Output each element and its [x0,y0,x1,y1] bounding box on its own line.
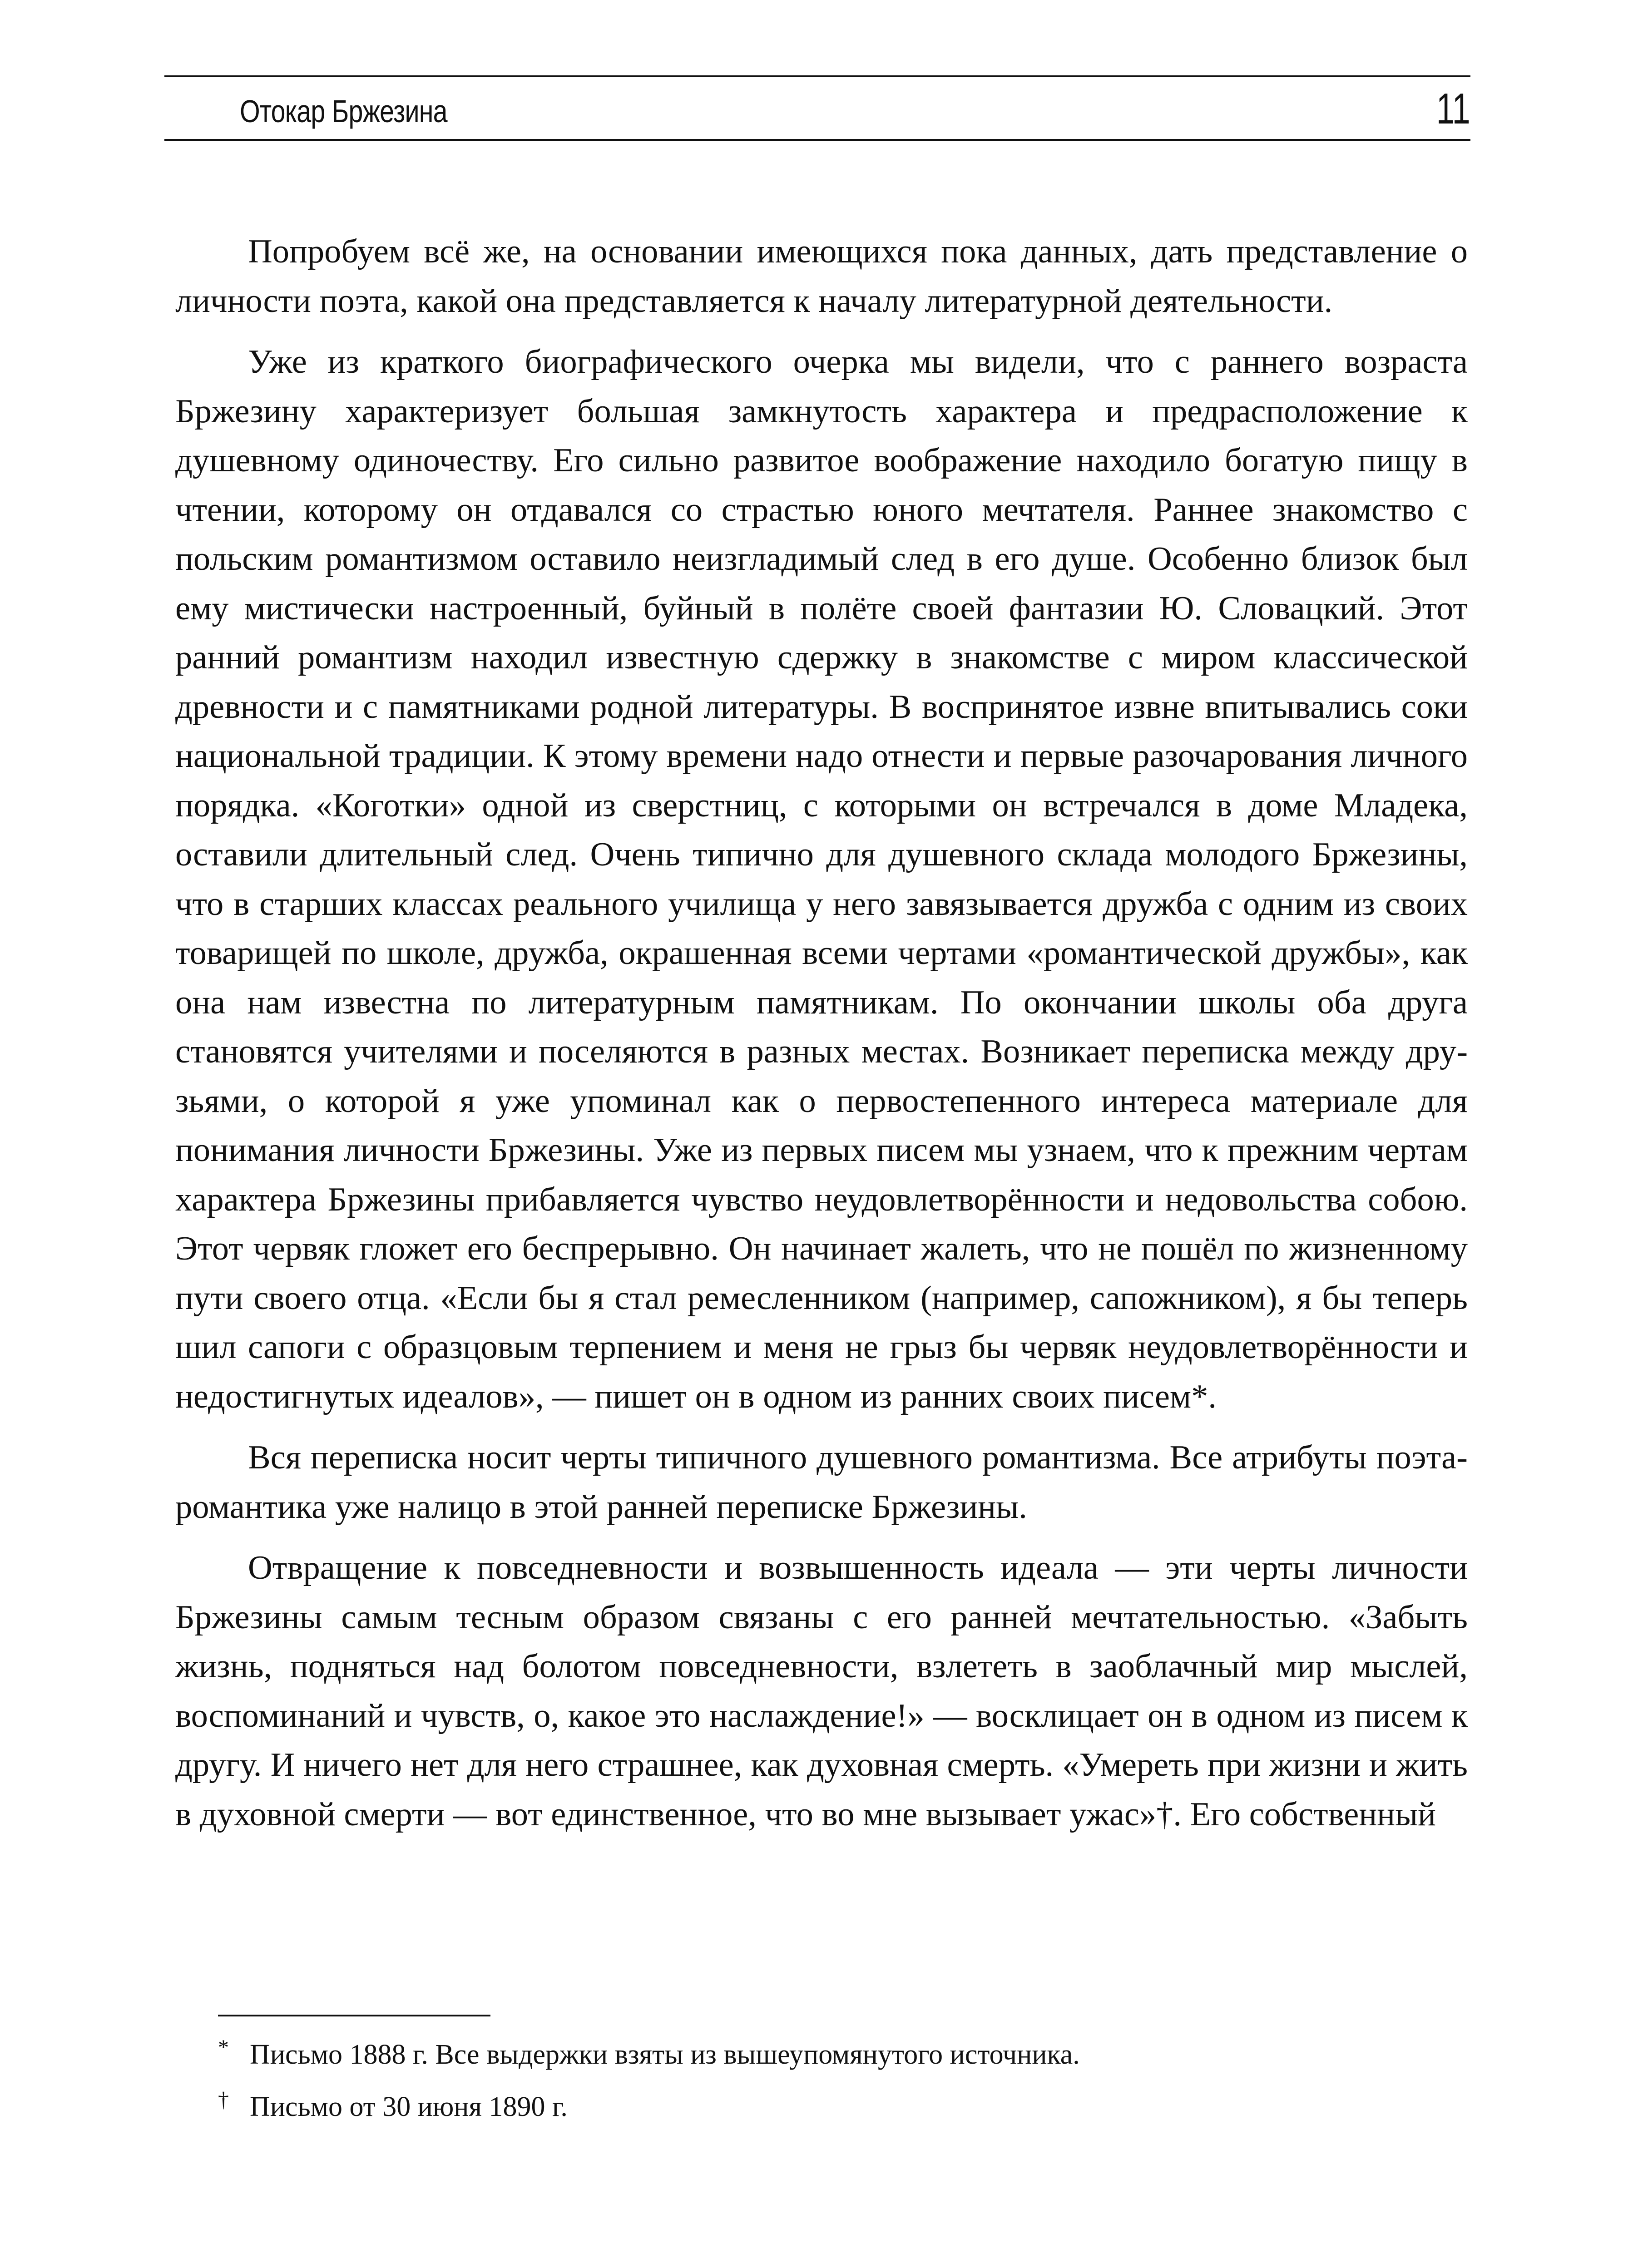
header-bottom-rule [164,139,1470,141]
body-text [175,227,1468,1851]
paragraph: Отвращение к повседневности и возвышенность идеала — эти черты личности Бржезины самым тесным образом связаны с его ранней мечтательностью. «Забыть жизнь, подняться над болотом повседневности, взлететь в заоблачный мир мыслей, воспоминаний и чувств, о, какое это наслаждение!» — восклицает он в одном из писем к другу. И ничего нет для него страшнее, как духовная смерть. «Умереть при жизни и жить в духовной смерти — вот единственное, что во мне вызывает ужас»†. Его собственный [175,1549,1468,1833]
page-number: 11 [1436,84,1470,133]
paragraph: Вся переписка носит черты типичного душевного романтизма. Все атрибуты поэта-романтика уже налицо в этой ранней переписке Бржезины. [175,1439,1468,1526]
header-top-rule [164,75,1470,77]
footnote-text: Письмо от 30 июня 1890 г. [250,2091,568,2122]
footnote-text: Письмо 1888 г. Все выдержки взяты из вышеупомянутого источника. [250,2039,1080,2070]
footnote [218,2025,1444,2077]
footnote-marker: * [218,2036,229,2060]
running-title: Отокар Бржезина [240,94,447,129]
footnote-marker: † [218,2088,229,2112]
paragraph: Уже из краткого биографического очерка мы видели, что с раннего возраста Бржезину характеризует большая замкнутость характера и предрасположение к душевному одиночеству. Его сильно развитое воображение находило богатую пищу в чтении, которому он отдавался со страстью юного мечтателя. Раннее знакомство с польским романтизмом оставило неизгладимый след в его душе. Особенно близок был ему мистически настроенный, буйный в полёте своей фантазии Ю. Словацкий. Этот ранний романтизм находил известную сдержку в знакомстве с миром классической древности и с памятниками родной литературы. В воспринятое извне впитывались соки национальной традиции. К этому времени надо отнести и первые разочарования личного порядка. «Коготки» одной из сверстниц, с которыми он встречался в доме Младека, оставили длительный след. Очень типично для душевного склада молодого Бржезины, что в старших классах реального училища у него завязывается дружба с одним из своих товарищей по школе, дружба, окрашенная всеми чертами «романтической дружбы», как она нам известна по литературным памятникам. По окончании школы оба друга становятся учителями и поселяются в разных местах. Возникает переписка между друзьями, о которой я уже упоминал как о первостепенного интереса материале для понимания личности Бржезины. Уже из первых писем мы узнаем, что к прежним чертам характера Бржезины прибавляется чувство неудовлетворённости и недовольства собою. Этот червяк гложет его беспрерывно. Он начинает жалеть, что не пошёл по жизненному пути своего отца. «Если бы я стал ремесленником (например, сапожником), я бы теперь шил сапоги с образцовым терпением и меня не грыз бы червяк неудовлетворённости и недостигнутых идеалов», — пишет он в одном из ранних своих писем*. [175,343,1468,1415]
footnotes [218,2025,1444,2130]
paragraph: Попробуем всё же, на основании имеющихся пока данных, дать представление о личности поэта, какой она представляется к началу литературной деятельности. [175,233,1468,320]
footnote-separator [218,2015,490,2016]
footnote [218,2077,1444,2130]
